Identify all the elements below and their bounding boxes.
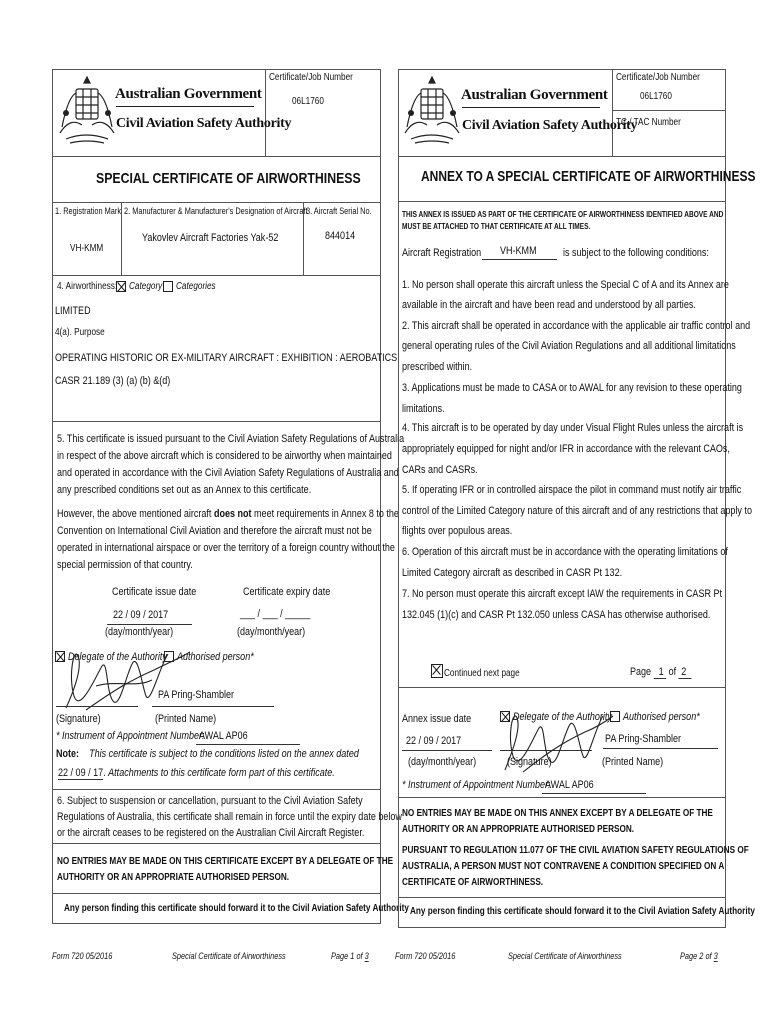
aircraft-registration-value: VH-KMM — [500, 245, 537, 257]
date-format-label: (day/month/year) — [105, 626, 174, 638]
condition-line: CARs and CASRs. — [402, 464, 478, 476]
pursuant-line: CERTIFICATE OF AIRWORTHINESS. — [402, 877, 544, 888]
subject-text: is subject to the following conditions: — [563, 247, 709, 259]
casa-wordmark: Civil Aviation Safety Authority — [462, 118, 638, 133]
australian-government-wordmark: Australian Government — [115, 86, 262, 102]
categories-label: Categories — [176, 281, 216, 292]
purpose-value: OPERATING HISTORIC OR EX-MILITARY AIRCRAFT : EXHIBITION : AEROBATICS — [55, 352, 398, 364]
condition-line: Limited Category aircraft as described in CASR Pt 132. — [402, 567, 623, 579]
certificate-job-value: 06L1760 — [292, 96, 324, 107]
condition-line: flights over populous areas. — [402, 525, 513, 537]
condition-line: available in the aircraft and have been read and understood by all parties. — [402, 299, 696, 311]
registration-mark-label: 1. Registration Mark — [55, 206, 122, 216]
coat-of-arms-icon — [58, 73, 116, 149]
section5-line: in respect of the above aircraft which is considered to be airworthy when maintained — [57, 450, 392, 462]
printed-name-value: PA Pring-Shambler — [605, 733, 682, 745]
annex-date-line: 22 / 09 / 17. Attachments to this certificate form part of this certificate. — [58, 767, 335, 779]
purpose-label: 4(a). Purpose — [55, 327, 105, 338]
expiry-date-label: Certificate expiry date — [243, 586, 331, 598]
date-format-label: (day/month/year) — [408, 756, 477, 768]
delegate-label: Delegate of the Authority — [68, 651, 167, 663]
aircraft-registration-label: Aircraft Registration — [402, 247, 482, 259]
page-title: ANNEX TO A SPECIAL CERTIFICATE OF AIRWORTHINESS — [421, 168, 756, 185]
serial-value: 844014 — [325, 230, 356, 242]
casa-wordmark: Civil Aviation Safety Authority — [116, 116, 292, 131]
condition-line: control of the Limited Category nature of this aircraft and of any restrictions that apply to — [402, 505, 752, 517]
footer-title: Special Certificate of Airworthiness — [508, 951, 622, 961]
continued-next-page-label: Continued next page — [444, 668, 520, 679]
however-line: Convention on International Civil Aviation and therefore the aircraft must not be — [57, 525, 372, 537]
annex-notice-line: MUST BE ATTACHED TO THAT CERTIFICATE AT ALL TIMES. — [402, 222, 591, 231]
section6-line: or the aircraft ceases to be registered on the Australian Civil Aircraft Register. — [57, 827, 365, 839]
authorised-person-label: Authorised person* — [177, 651, 254, 663]
condition-line: general operating rules of the Civil Aviation Regulations and all additional limitations — [402, 340, 736, 352]
authorised-person-label: Authorised person* — [623, 711, 700, 723]
coat-of-arms-icon — [403, 73, 461, 149]
airworthiness-label: 4. Airworthiness: — [57, 281, 118, 292]
section5-line: any prescribed conditions set out as an Annex to this certificate. — [57, 484, 312, 496]
serial-label: 3. Aircraft Serial No. — [306, 206, 372, 216]
section6-line: Regulations of Australia, this certificate shall remain in force until the expiry date below — [57, 811, 402, 823]
condition-line: prescribed within. — [402, 361, 473, 373]
checkbox-checked-icon[interactable] — [116, 281, 126, 292]
instrument-label: * Instrument of Appointment Number: — [402, 779, 551, 791]
footer-form: Form 720 05/2016 — [52, 951, 113, 961]
signature-label: (Signature) — [56, 713, 101, 725]
section6-line: 6. Subject to suspension or cancellation, pursuant to the Civil Aviation Safety — [57, 795, 363, 807]
date-format-label: (day/month/year) — [237, 626, 306, 638]
category-value: LIMITED — [55, 305, 91, 317]
delegate-label: Delegate of the Authority — [513, 711, 612, 723]
annex-page — [385, 0, 770, 1024]
annex-notice-line: THIS ANNEX IS ISSUED AS PART OF THE CERTIFICATE OF AIRWORTHINESS IDENTIFIED ABOVE AND — [402, 210, 724, 219]
manufacturer-value: Yakovlev Aircraft Factories Yak-52 — [142, 232, 279, 244]
australian-government-wordmark: Australian Government — [461, 87, 608, 103]
condition-line: 7. No person must operate this aircraft except IAW the requirements in CASR Pt — [402, 588, 723, 600]
however-line: However, the above mentioned aircraft does not meet requirements in Annex 8 to the — [57, 508, 399, 520]
signature-label: (Signature) — [507, 756, 552, 768]
condition-line: 4. This aircraft is to be operated by day under Visual Flight Rules unless the aircraft is — [402, 422, 744, 434]
printed-name-label: (Printed Name) — [602, 756, 664, 768]
registration-mark-value: VH-KMM — [70, 243, 104, 254]
footer-title: Special Certificate of Airworthiness — [172, 951, 286, 961]
certificate-job-value: 06L1760 — [640, 91, 672, 102]
pursuant-line: PURSUANT TO REGULATION 11.077 OF THE CIVIL AVIATION SAFETY REGULATIONS OF — [402, 845, 749, 856]
footer-page: Page 1 of 3 — [331, 951, 369, 961]
no-entries-line: AUTHORITY OR AN APPROPRIATE AUTHORISED PERSON. — [57, 872, 290, 883]
instrument-label: * Instrument of Appointment Number: — [56, 730, 205, 742]
finding-notice: Any person finding this certificate should forward it to the Civil Aviation Safety Authority — [410, 906, 755, 917]
category-label: Category — [129, 281, 163, 292]
condition-line: 2. This aircraft shall be operated in accordance with the applicable air traffic control and — [402, 320, 751, 332]
condition-line: 132.045 (1)(c) and CASR Pt 132.050 unless CASA has otherwise authorised. — [402, 609, 711, 621]
footer-form: Form 720 05/2016 — [395, 951, 456, 961]
section5-line: 5. This certificate is issued pursuant to the Civil Aviation Safety Regulations of Australia — [57, 433, 405, 445]
no-entries-line: NO ENTRIES MAY BE MADE ON THIS CERTIFICATE EXCEPT BY A DELEGATE OF THE — [57, 856, 394, 867]
tc-tac-label: TC / TAC Number — [616, 117, 681, 128]
handwritten-signature — [497, 700, 617, 780]
instrument-value: AWAL AP06 — [545, 779, 594, 791]
certificate-job-label: Certificate/Job Number — [269, 72, 353, 83]
checkbox-checked-icon[interactable] — [431, 664, 443, 678]
condition-line: appropriately equipped for night and/or IFR in accordance with the relevant CAOs, — [402, 443, 730, 455]
printed-name-value: PA Pring-Shambler — [158, 689, 235, 701]
certificate-job-label: Certificate/Job Number — [616, 72, 700, 83]
condition-line: limitations. — [402, 403, 445, 415]
annex-issue-date-label: Annex issue date — [402, 713, 472, 725]
instrument-value: AWAL AP06 — [199, 730, 248, 742]
printed-name-label: (Printed Name) — [155, 713, 217, 725]
note-line: Note: This certificate is subject to the conditions listed on the annex dated — [56, 748, 359, 760]
section5-line: and operated in accordance with the Civil Aviation Safety Regulations of Australia and — [57, 467, 399, 479]
casr-reference: CASR 21.189 (3) (a) (b) &(d) — [55, 375, 171, 387]
condition-line: 1. No person shall operate this aircraft unless the Special C of A and its Annex are — [402, 279, 729, 291]
no-entries-line: NO ENTRIES MAY BE MADE ON THIS ANNEX EXCEPT BY A DELEGATE OF THE — [402, 808, 713, 819]
condition-line: 5. If operating IFR or in controlled airspace the pilot in command must notify air traffic — [402, 484, 742, 496]
no-entries-line: AUTHORITY OR AN APPROPRIATE AUTHORISED PERSON. — [402, 824, 635, 835]
pursuant-line: AUSTRALIA, A PERSON MUST NOT CONTRAVENE A CONDITION SPECIFIED ON A — [402, 861, 725, 872]
checkbox-empty-icon[interactable] — [163, 281, 173, 292]
page-title: SPECIAL CERTIFICATE OF AIRWORTHINESS — [96, 170, 361, 187]
however-line: special permission of that country. — [57, 559, 193, 571]
manufacturer-label: 2. Manufacturer & Manufacturer's Designation of Aircraft — [124, 206, 308, 216]
finding-notice: Any person finding this certificate should forward it to the Civil Aviation Safety Authority — [64, 903, 409, 914]
page-counter: Page 1 of 2 — [630, 666, 691, 679]
condition-line: 3. Applications must be made to CASA or to AWAL for any revision to these operating — [402, 382, 742, 394]
condition-line: 6. Operation of this aircraft must be in accordance with the operating limitations of — [402, 546, 728, 558]
footer-page: Page 2 of 3 — [680, 951, 718, 961]
issue-date-label: Certificate issue date — [112, 586, 197, 598]
issue-date-value: 22 / 09 / 2017 — [113, 609, 169, 621]
annex-date-value: 22 / 09 / 2017 — [406, 735, 462, 747]
however-line: operated in international airspace or over the territory of a foreign country without the — [57, 542, 395, 554]
expiry-date-value: ___ / ___ / _____ — [240, 608, 311, 620]
handwritten-signature — [56, 636, 196, 720]
